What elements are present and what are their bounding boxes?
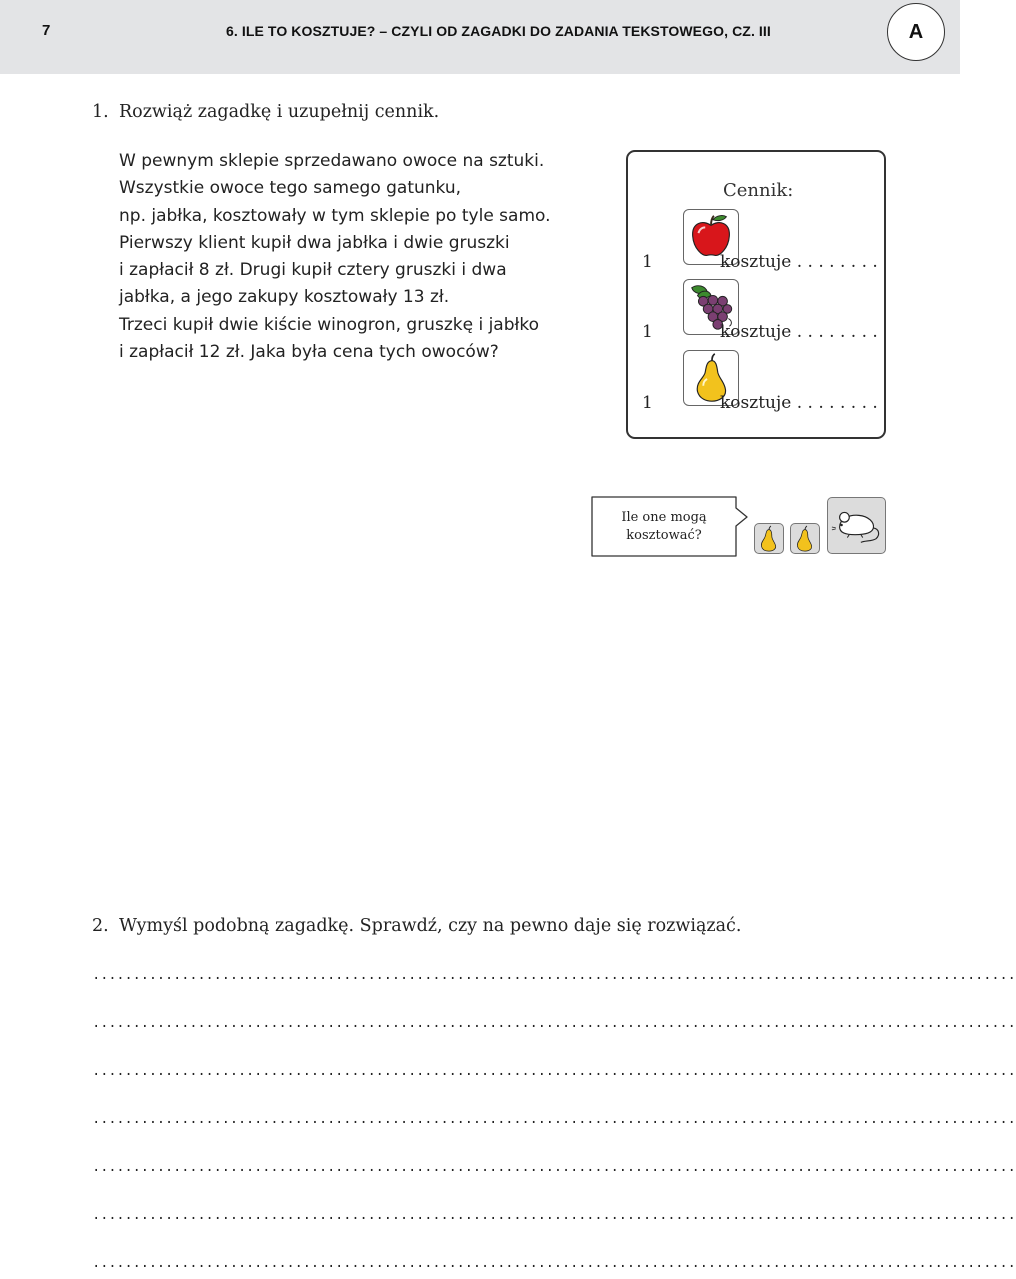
riddle-line: np. jabłka, kosztowały w tym sklepie po tyle samo.	[119, 205, 551, 226]
mouse-icon	[827, 497, 886, 554]
hint-line: Ile one mogą	[621, 510, 707, 525]
pear-icon	[790, 523, 820, 554]
page-number: 7	[42, 22, 51, 39]
task-2-number: 2.	[92, 916, 109, 936]
riddle-line: Trzeci kupił dwie kiście winogron, gruszkę i jabłko	[119, 314, 539, 335]
task-1-instruction	[92, 102, 439, 122]
task-2-text: Wymyśl podobną zagadkę. Sprawdź, czy na pewno daje się rozwiązać.	[119, 916, 742, 936]
price-list-title: Cennik:	[723, 180, 794, 201]
riddle-line: Pierwszy klient kupił dwa jabłka i dwie gruszki	[119, 232, 510, 253]
riddle-line: Wszystkie owoce tego samego gatunku,	[119, 178, 462, 199]
price-row-qty: 1	[642, 393, 653, 413]
answer-line[interactable]: ..................................................................................................................	[92, 1256, 1016, 1272]
answer-line[interactable]: ..................................................................................................................	[92, 1016, 1016, 1032]
answer-line[interactable]: ..................................................................................................................	[92, 1208, 1016, 1224]
answer-line[interactable]: ..................................................................................................................	[92, 1064, 1016, 1080]
answer-line[interactable]: ..................................................................................................................	[92, 968, 1016, 984]
pear-icon	[754, 523, 784, 554]
price-row-qty: 1	[642, 322, 653, 342]
hint-speech-bubble	[591, 496, 739, 557]
riddle-line: i zapłacił 8 zł. Drugi kupił cztery gruszki i dwa	[119, 260, 507, 281]
task-1-text: Rozwiąż zagadkę i uzupełnij cennik.	[119, 102, 440, 122]
riddle-text	[119, 148, 599, 366]
price-row-cost: kosztuje . . . . . . . .	[720, 252, 878, 272]
answer-line[interactable]: ..................................................................................................................	[92, 1160, 1016, 1176]
hint-text	[591, 509, 737, 545]
riddle-line: i zapłacił 12 zł. Jaka była cena tych owoców?	[119, 342, 499, 363]
task-2-instruction	[92, 916, 741, 936]
price-list-card	[626, 150, 886, 439]
riddle-line: jabłka, a jego zakupy kosztowały 13 zł.	[119, 287, 450, 308]
riddle-line: W pewnym sklepie sprzedawano owoce na sztuki.	[119, 151, 545, 171]
price-row-qty: 1	[642, 252, 653, 272]
answer-line[interactable]: ..................................................................................................................	[92, 1112, 1016, 1128]
level-badge: A	[887, 3, 945, 61]
price-row-cost: kosztuje . . . . . . . .	[720, 322, 878, 342]
task-1-number: 1.	[92, 102, 109, 122]
hint-line: kosztować?	[626, 528, 702, 543]
page-header	[0, 0, 960, 74]
price-row-cost: kosztuje . . . . . . . .	[720, 393, 878, 413]
chapter-title: 6. ILE TO KOSZTUJE? – CZYLI OD ZAGADKI DO ZADANIA TEKSTOWEGO, CZ. III	[226, 23, 771, 39]
